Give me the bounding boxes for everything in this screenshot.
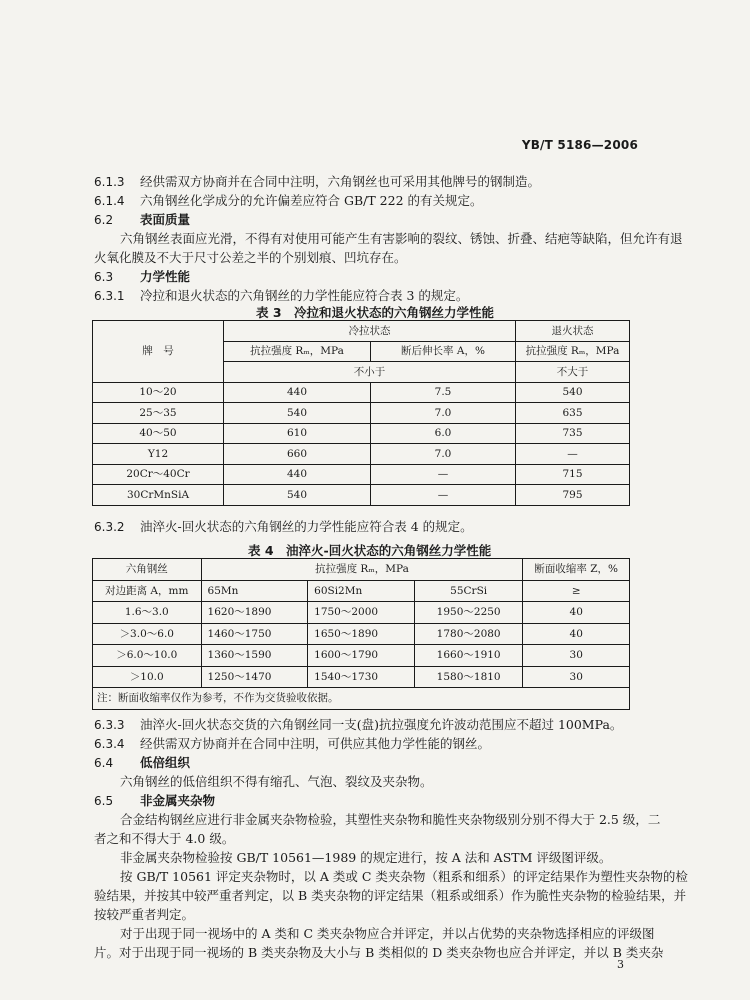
table3-cell-grade: 40～50: [93, 423, 224, 444]
clause-text: 油淬火-回火状态交货的六角钢丝同一支(盘)抗拉强度允许波动范围应不超过 100MPa。: [140, 717, 623, 732]
table4-cell-60si2mn: 1540～1730: [308, 666, 415, 688]
table-row: [93, 485, 630, 506]
table4: [92, 558, 630, 710]
paragraph-line: 按 GB/T 10561 评定夹杂物时，以 A 类或 C 类夹杂物（粗系和细系）的评定结果作为塑性夹杂物的检: [120, 869, 688, 884]
table4-head-tensile: 抗拉强度 Rₘ，MPa: [201, 559, 523, 581]
table4-cell-60si2mn: 1650～1890: [308, 623, 415, 645]
table-row: [93, 645, 630, 667]
table3-cell-grade: Y12: [93, 444, 224, 465]
table4-head-wire: 六角钢丝: [93, 559, 202, 581]
clause-6-3-2: [94, 519, 473, 535]
clause-6-4: [94, 755, 190, 771]
table3-cell-grade: 10～20: [93, 382, 224, 403]
table4-cell-55crsi: 1950～2250: [414, 602, 523, 624]
table3-cell-tensile: 610: [224, 423, 371, 444]
table4-cell-side: ＞10.0: [93, 666, 202, 688]
table4-cell-65mn: 1360～1590: [201, 645, 308, 667]
table4-cell-60si2mn: 1600～1790: [308, 645, 415, 667]
clause-6-3-1: [94, 288, 468, 304]
table4-note: 注：断面收缩率仅作为参考，不作为交货验收依据。: [93, 688, 630, 710]
table3-head-cold: 冷拉状态: [224, 321, 516, 342]
table4-cell-side: ＞6.0～10.0: [93, 645, 202, 667]
table4-head-55crsi: 55CrSi: [414, 580, 523, 602]
table3-cell-elong: 6.0: [371, 423, 516, 444]
clause-6-3: [94, 269, 190, 285]
table3-head-anneal: 退火状态: [516, 321, 630, 342]
table4-cell-55crsi: 1780～2080: [414, 623, 523, 645]
table3-cell-elong: 7.0: [371, 444, 516, 465]
clause-number: 6.3.1: [94, 289, 125, 303]
clause-number: 6.5: [94, 794, 114, 808]
paragraph-line: 片。对于出现于同一视场的 B 类夹杂物及大小与 B 类相似的 D 类夹杂物也应合并评定，并以 B 类夹杂: [94, 945, 664, 960]
clause-text: 经供需双方协商并在合同中注明，可供应其他力学性能的钢丝。: [140, 736, 491, 751]
paragraph-line: 火氧化膜及不大于尺寸公差之半的个别划痕、凹坑存在。: [94, 250, 407, 265]
paragraph-line: 者之和不得大于 4.0 级。: [94, 831, 235, 846]
table3-cell-anneal: —: [516, 444, 630, 465]
clause-text: 六角钢丝化学成分的允许偏差应符合 GB/T 222 的有关规定。: [140, 193, 483, 208]
clause-number: 6.2: [94, 213, 114, 227]
table-row: [93, 666, 630, 688]
clause-6-5: [94, 793, 215, 809]
paragraph-line: 非金属夹杂物检验按 GB/T 10561—1989 的规定进行，按 A 法和 ASTM 评级图评级。: [120, 850, 612, 865]
table4-cell-55crsi: 1660～1910: [414, 645, 523, 667]
clause-number: 6.3.2: [94, 520, 125, 534]
table3-cell-tensile: 660: [224, 444, 371, 465]
table-row: [93, 444, 630, 465]
table4-head-reduction: 断面收缩率 Z，%: [523, 559, 630, 581]
paragraph-line: 合金结构钢丝应进行非金属夹杂物检验，其塑性夹杂物和脆性夹杂物级别分别不得大于 2.5 级，二: [120, 812, 661, 827]
table3-cell-elong: 7.5: [371, 382, 516, 403]
table-row: [93, 602, 630, 624]
clause-heading: 表面质量: [140, 212, 191, 227]
table4-cell-z: 40: [523, 623, 630, 645]
table4-cell-side: ＞3.0～6.0: [93, 623, 202, 645]
table3-cell-grade: 30CrMnSiA: [93, 485, 224, 506]
table3-cell-tensile: 540: [224, 403, 371, 424]
paragraph-line: 对于出现于同一视场中的 A 类和 C 类夹杂物应合并评定，并以占优势的夹杂物选择相应的评级图: [120, 926, 655, 941]
clause-number: 6.1.4: [94, 194, 125, 208]
table4-head-60si2mn: 60Si2Mn: [308, 580, 415, 602]
table4-cell-65mn: 1620～1890: [201, 602, 308, 624]
clause-6-2: [94, 212, 190, 228]
table3-cell-grade: 25～35: [93, 403, 224, 424]
table3-cell-elong: —: [371, 464, 516, 485]
table4-cell-65mn: 1460～1750: [201, 623, 308, 645]
table4-head-65mn: 65Mn: [201, 580, 308, 602]
table4-cell-side: 1.6～3.0: [93, 602, 202, 624]
clause-number: 6.3.3: [94, 718, 125, 732]
table-row: [93, 464, 630, 485]
table-row: [93, 382, 630, 403]
table4-cell-z: 30: [523, 645, 630, 667]
paragraph-line: 六角钢丝的低倍组织不得有缩孔、气泡、裂纹及夹杂物。: [120, 774, 433, 789]
clause-6-3-3: [94, 717, 622, 733]
clause-heading: 低倍组织: [140, 755, 191, 770]
table-row: [93, 403, 630, 424]
page-number: 3: [617, 958, 624, 971]
table3-cell-grade: 20Cr～40Cr: [93, 464, 224, 485]
table3-caption: 表 3 冷拉和退火状态的六角钢丝力学性能: [256, 305, 495, 320]
table-row: [93, 623, 630, 645]
clause-text: 经供需双方协商并在合同中注明，六角钢丝也可采用其他牌号的钢制造。: [140, 174, 541, 189]
table3-cell-elong: —: [371, 485, 516, 506]
clause-number: 6.4: [94, 756, 114, 770]
table3-cell-anneal: 635: [516, 403, 630, 424]
table3-head-grade: 牌 号: [93, 321, 224, 383]
paragraph-line: 验结果，并按其中较严重者判定，以 B 类夹杂物的评定结果（粗系或细系）作为脆性夹杂物的检验结果，并: [94, 888, 687, 903]
table4-head-side: 对边距离 A，mm: [93, 580, 202, 602]
table3-cell-anneal: 795: [516, 485, 630, 506]
table3-head-min: 不小于: [224, 362, 516, 383]
table4-cell-z: 30: [523, 666, 630, 688]
table3-cell-tensile: 440: [224, 382, 371, 403]
clause-6-1-3: [94, 174, 540, 190]
paragraph-line: 按较严重者判定。: [94, 907, 195, 922]
table3-cell-elong: 7.0: [371, 403, 516, 424]
clause-number: 6.1.3: [94, 175, 125, 189]
table4-cell-65mn: 1250～1470: [201, 666, 308, 688]
table3-head-tensile: 抗拉强度 Rₘ，MPa: [224, 341, 371, 362]
clause-number: 6.3: [94, 270, 114, 284]
table3-cell-tensile: 540: [224, 485, 371, 506]
table4-caption: 表 4 油淬火-回火状态的六角钢丝力学性能: [248, 543, 492, 558]
clause-6-1-4: [94, 193, 483, 209]
standard-code: YB/T 5186—2006: [521, 138, 638, 152]
table3-head-max: 不大于: [516, 362, 630, 383]
clause-6-3-4: [94, 736, 490, 752]
table3-cell-anneal: 735: [516, 423, 630, 444]
table4-cell-z: 40: [523, 602, 630, 624]
table3-head-elong: 断后伸长率 A，%: [371, 341, 516, 362]
table3: [92, 320, 630, 506]
table4-cell-55crsi: 1580～1810: [414, 666, 523, 688]
clause-heading: 力学性能: [140, 269, 191, 284]
table-row: [93, 423, 630, 444]
clause-heading: 非金属夹杂物: [140, 793, 216, 808]
table3-head-tensile2: 抗拉强度 Rₘ，MPa: [516, 341, 630, 362]
table3-cell-anneal: 715: [516, 464, 630, 485]
clause-number: 6.3.4: [94, 737, 125, 751]
paragraph-line: 六角钢丝表面应光滑，不得有对使用可能产生有害影响的裂纹、锈蚀、折叠、结疤等缺陷，但允许有退: [120, 231, 683, 246]
clause-text: 油淬火-回火状态的六角钢丝的力学性能应符合表 4 的规定。: [140, 519, 473, 534]
table4-head-ge: ≥: [523, 580, 630, 602]
table3-cell-anneal: 540: [516, 382, 630, 403]
clause-text: 冷拉和退火状态的六角钢丝的力学性能应符合表 3 的规定。: [140, 288, 469, 303]
table3-cell-tensile: 440: [224, 464, 371, 485]
table4-cell-60si2mn: 1750～2000: [308, 602, 415, 624]
